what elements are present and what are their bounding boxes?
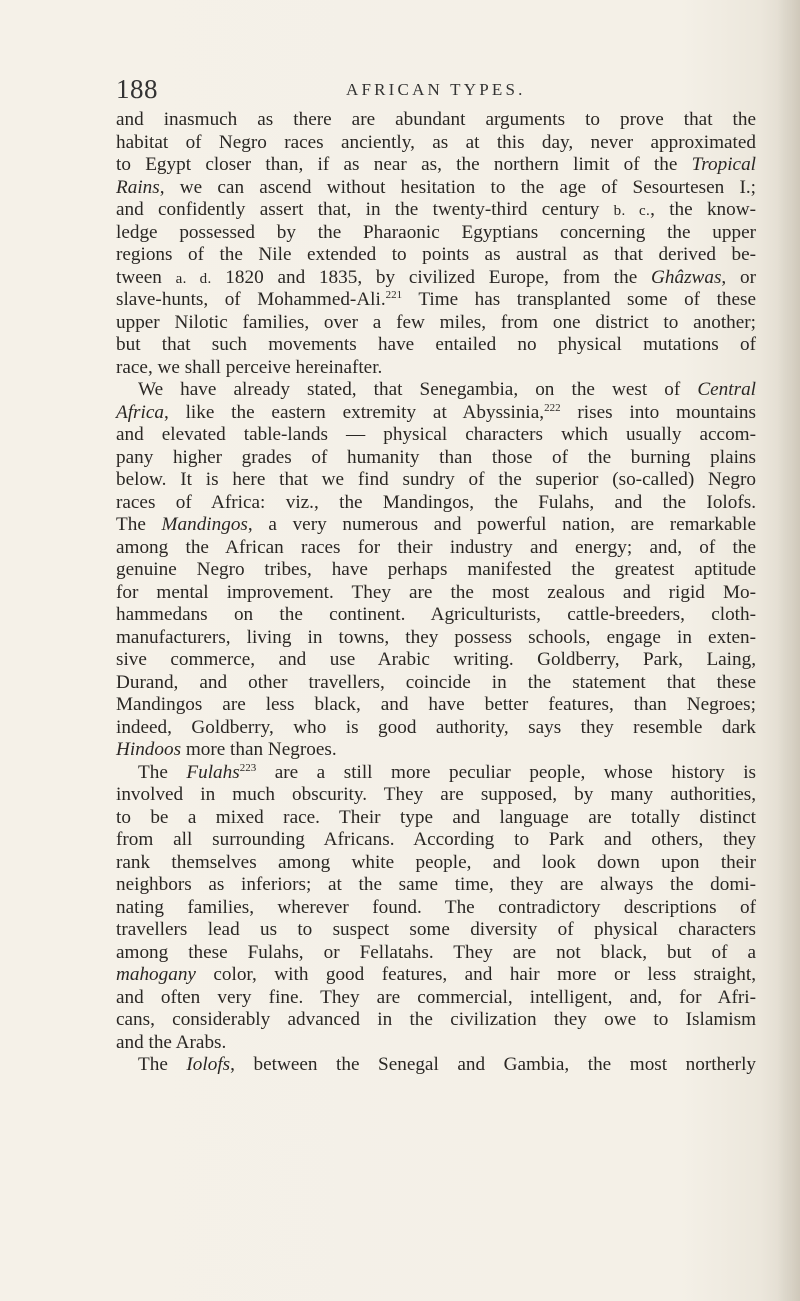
text-line: genuine Negro tribes, have perhaps manifested the greatest aptitude bbox=[116, 559, 756, 580]
running-head: AFRICAN TYPES. bbox=[346, 80, 526, 99]
text-line: and the Arabs. bbox=[116, 1031, 227, 1053]
text-line: neighbors as inferiors; at the same time, they are always the domi- bbox=[116, 874, 756, 895]
text-line: for mental improvement. They are the most zealous and rigid Mo- bbox=[116, 581, 756, 603]
text-line: nating families, wherever found. The contradictory descriptions of bbox=[116, 896, 756, 918]
text-line: among the African races for their industry and energy; and, of the bbox=[116, 536, 756, 558]
text-line: Durand, and other travellers, coincide in the statement that these bbox=[116, 671, 756, 693]
paragraph-start: The Fulahs$^{223}$ are a still more peculiar people, whose history is bbox=[138, 761, 756, 783]
text-line: cans, considerably advanced in the civilization they owe to Islamism bbox=[116, 1009, 756, 1030]
text-line: and elevated table-lands — physical characters which usually accom- bbox=[116, 424, 756, 445]
text-line: below. It is here that we find sundry of the superior (so-called) Negro bbox=[116, 469, 756, 490]
text-line: involved in much obscurity. They are supposed, by many authorities, bbox=[116, 784, 756, 805]
text-line: Rains, we can ascend without hesitation to the age of Sesourtesen I.; bbox=[116, 176, 756, 198]
text-line: to be a mixed race. Their type and language are totally distinct bbox=[116, 806, 756, 828]
text-line: rank themselves among white people, and look down upon their bbox=[116, 851, 756, 873]
text-line: Hindoos more than Negroes. bbox=[116, 739, 337, 760]
text-line: from all surrounding Africans. According to Park and others, they bbox=[116, 829, 756, 850]
text-line: races of Africa: viz., the Mandingos, the Fulahs, and the Iolofs. bbox=[116, 491, 756, 513]
text-line: habitat of Negro races anciently, as at this day, never approximated bbox=[116, 131, 756, 153]
text-line: tween a. d. 1820 and 1835, by civilized Europe, from the Ghâzwas, or bbox=[116, 266, 756, 288]
text-line: mahogany color, with good features, and hair more or less straight, bbox=[116, 964, 756, 985]
page-edge-shadow bbox=[778, 0, 800, 1301]
body-text bbox=[116, 109, 756, 1077]
text-line: race, we shall perceive hereinafter. bbox=[116, 356, 383, 378]
text-line: Mandingos are less black, and have better features, than Negroes; bbox=[116, 694, 756, 715]
page-header bbox=[116, 74, 756, 108]
text-line: upper Nilotic families, over a few miles, from one district to another; bbox=[116, 311, 756, 333]
text-line: Africa, like the eastern extremity at Abyssinia,$^{222}$ rises into mountains bbox=[116, 401, 756, 423]
text-line: pany higher grades of humanity than those of the burning plains bbox=[116, 446, 756, 468]
paragraph-start: We have already stated, that Senegambia, on the west of Central bbox=[138, 379, 756, 400]
footnote-ref: 221 bbox=[385, 289, 403, 301]
text-line: The Mandingos, a very numerous and powerful nation, are remarkable bbox=[116, 514, 756, 535]
text-line: indeed, Goldberry, who is good authority, says they resemble dark bbox=[116, 716, 756, 738]
text-line: but that such movements have entailed no physical mutations of bbox=[116, 334, 756, 355]
text-line: hammedans on the continent. Agriculturists, cattle-breeders, cloth- bbox=[116, 604, 756, 625]
footnote-ref: 223 bbox=[239, 761, 257, 774]
text-line: among these Fulahs, or Fellatahs. They are not black, but of a bbox=[116, 941, 756, 963]
text-line: and often very fine. They are commercial, intelligent, and, for Afri- bbox=[116, 986, 756, 1008]
text-line: travellers lead us to suspect some diversity of physical characters bbox=[116, 919, 756, 940]
page-number: 188 bbox=[116, 74, 158, 104]
text-line: and inasmuch as there are abundant arguments to prove that the bbox=[116, 109, 756, 130]
text-line: regions of the Nile extended to points as austral as that derived be- bbox=[116, 244, 756, 265]
text-line: to Egypt closer than, if as near as, the northern limit of the Tropical bbox=[116, 154, 756, 175]
footnote-ref: 222 bbox=[544, 401, 561, 414]
text-line: ledge possessed by the Pharaonic Egyptians concerning the upper bbox=[116, 221, 756, 243]
text-line: manufacturers, living in towns, they possess schools, engage in exten- bbox=[116, 626, 756, 648]
paragraph-start: The Iolofs, between the Senegal and Gambia, the most northerly bbox=[138, 1054, 756, 1075]
text-line: and confidently assert that, in the twenty-third century b. c., the know- bbox=[116, 199, 756, 220]
text-line: sive commerce, and use Arabic writing. Goldberry, Park, Laing, bbox=[116, 649, 756, 670]
text-line: slave-hunts, of Mohammed-Ali.$^{221}$ Time has transplanted some of these bbox=[116, 289, 757, 310]
